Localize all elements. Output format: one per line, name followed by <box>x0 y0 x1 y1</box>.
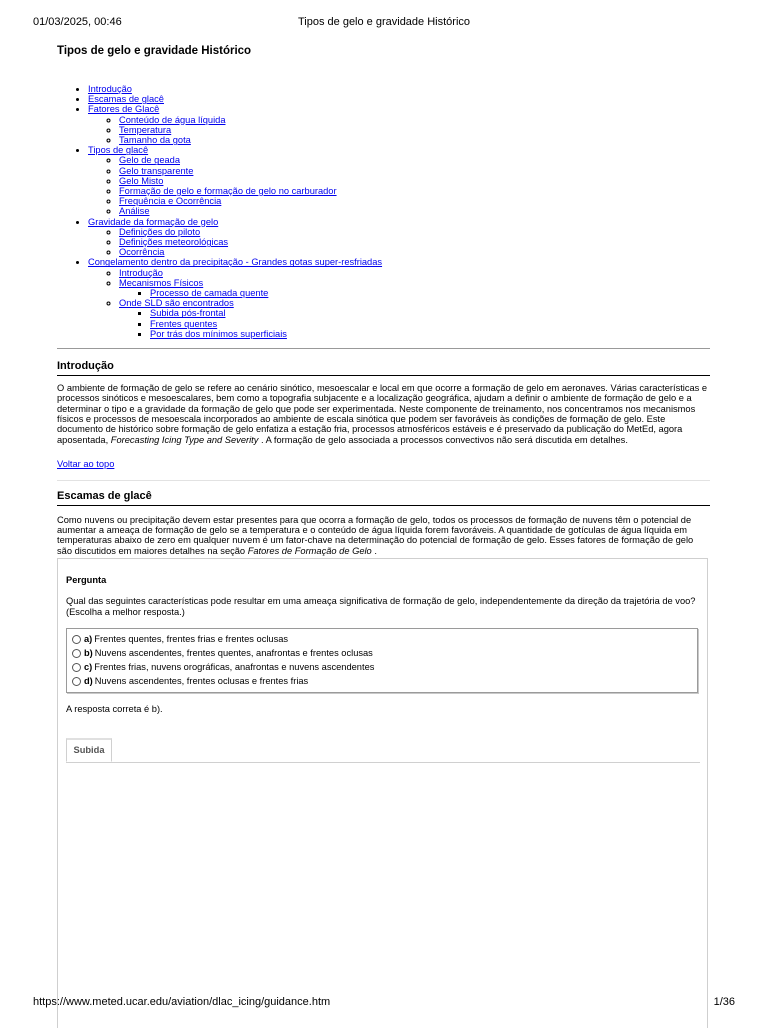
toc-item <box>88 94 710 104</box>
question-box <box>57 558 708 1028</box>
section-heading-introducao: Introdução <box>57 360 710 376</box>
tab-bar <box>66 738 700 763</box>
toc-subsublist <box>119 288 710 298</box>
section-heading-escamas: Escamas de glacê <box>57 490 710 506</box>
toc-subsubitem <box>150 319 710 329</box>
toc-link-gelo-geada[interactable]: Gelo de geada <box>119 155 180 166</box>
answer-options <box>66 628 698 693</box>
correct-answer-text: A resposta correta é b). <box>66 704 163 715</box>
toc-subsublist <box>119 308 710 339</box>
toc-item <box>88 217 710 258</box>
toc-item <box>88 104 710 145</box>
toc-link-camada-quente[interactable]: Processo de camada quente <box>150 288 269 299</box>
toc-subsubitem <box>150 329 710 339</box>
toc-subitem <box>119 186 710 196</box>
section-divider <box>57 480 710 481</box>
intro-paragraph: O ambiente de formação de gelo se refere ao cenário sinótico, mesoescalar e local em que ocorre a formação de gelo em aeronaves. Várias características e processos sinóticos e mesoescalares, bem como a topografia subjacente e a localização geográfica, ajudam a definir o ambiente de formação de gelo e a determinar o tipo e a gravidade da formação de gelo que pode ser experimentada. Neste componente de treinamento, nos concentramos nos mecanismos físicos e processos de mesoescala incorporados ao ambiente de escala sinótica que podem ser favoráveis às condições de formação de gelo. Este documento de histórico sobre formação de gelo enfatiza a estação fria, processos atmosféricos estáveis e é preservado da publicação do MetEd, agora aposentada, Forecasting Icing Type and Severity . A formação de gelo associada a processos convectivos não será discutida em detalhes. <box>57 383 708 445</box>
section-reference: Fatores de Formação de Gelo <box>247 545 372 556</box>
toc-subitem <box>119 237 710 247</box>
toc-link-introducao[interactable]: Introdução <box>88 84 132 94</box>
toc-item <box>88 257 710 339</box>
toc-link-gelo-transparente[interactable]: Gelo transparente <box>119 165 194 176</box>
toc-link-minimos-superficiais[interactable]: Por trás dos mínimos superficiais <box>150 328 287 339</box>
back-to-top-link[interactable]: Voltar ao topo <box>57 458 115 469</box>
toc-link-ocorrencia[interactable]: Ocorrência <box>119 247 165 258</box>
toc-sublist <box>88 155 710 216</box>
table-of-contents <box>57 84 710 339</box>
toc-link-temperatura[interactable]: Temperatura <box>119 124 172 135</box>
option-c[interactable]: c) Frentes frias, nuvens orográficas, anafrontas e nuvens ascendentes <box>72 660 693 674</box>
page-number: 1/36 <box>713 996 735 1008</box>
radio-button-a[interactable] <box>72 635 81 644</box>
toc-sublist <box>88 268 710 339</box>
toc-link-fatores[interactable]: Fatores de Glacê <box>88 104 160 115</box>
toc-link-frequencia[interactable]: Frequência e Ocorrência <box>119 196 222 207</box>
toc-subitem <box>119 115 710 125</box>
option-a[interactable]: a) Frentes quentes, frentes frias e frentes oclusas <box>72 632 693 646</box>
toc-subitem <box>119 166 710 176</box>
option-d[interactable]: d) Nuvens ascendentes, frentes oclusas e frentes frias <box>72 674 693 688</box>
toc-link-congelamento[interactable]: Congelamento dentro da precipitação - Grandes gotas super-resfriadas <box>88 257 383 268</box>
question-label: Pergunta <box>66 575 107 585</box>
publication-title: Forecasting Icing Type and Severity <box>110 434 259 445</box>
toc-subitem <box>119 176 710 186</box>
toc-link-def-meteorologicas[interactable]: Definições meteorológicas <box>119 237 229 248</box>
toc-link-escamas[interactable]: Escamas de glacê <box>88 94 164 105</box>
toc-subitem <box>119 206 710 216</box>
toc-subitem <box>119 125 710 135</box>
tab-subida[interactable]: Subida <box>66 738 112 762</box>
toc-link-gravidade[interactable]: Gravidade da formação de gelo <box>88 216 219 227</box>
print-url: https://www.meted.ucar.edu/aviation/dlac_icing/guidance.htm <box>33 996 331 1008</box>
toc-item <box>88 84 710 94</box>
toc-link-cong-introducao[interactable]: Introdução <box>119 267 163 278</box>
toc-link-def-piloto[interactable]: Definições do piloto <box>119 226 201 237</box>
toc-subitem <box>119 247 710 257</box>
toc-link-conteudo-agua[interactable]: Conteúdo de água líquida <box>119 114 226 125</box>
toc-subsubitem <box>150 308 710 318</box>
toc-link-gelo-misto[interactable]: Gelo Misto <box>119 175 164 186</box>
toc-link-carburador[interactable]: Formação de gelo e formação de gelo no carburador <box>119 186 337 197</box>
toc-link-tamanho-gota[interactable]: Tamanho da gota <box>119 135 191 146</box>
toc-link-analise[interactable]: Análise <box>119 206 150 217</box>
toc-subitem <box>119 196 710 206</box>
toc-subitem <box>119 155 710 165</box>
section-divider <box>57 348 710 349</box>
print-page-title: Tipos de gelo e gravidade Histórico <box>297 16 471 28</box>
print-header <box>33 16 735 30</box>
toc-link-tipos[interactable]: Tipos de glacê <box>88 145 149 156</box>
toc-link-onde-sld[interactable]: Onde SLD são encontrados <box>119 298 234 309</box>
toc-subitem <box>119 227 710 237</box>
document-content <box>57 44 710 756</box>
toc-subitem <box>119 135 710 145</box>
toc-link-mecanismos[interactable]: Mecanismos Físicos <box>119 277 204 288</box>
toc-link-frentes-quentes[interactable]: Frentes quentes <box>150 318 218 329</box>
toc-subsubitem <box>150 288 710 298</box>
radio-button-c[interactable] <box>72 663 81 672</box>
toc-item <box>88 145 710 216</box>
toc-link-subida-pos-frontal[interactable]: Subida pós-frontal <box>150 308 226 319</box>
radio-button-b[interactable] <box>72 649 81 658</box>
document-title: Tipos de gelo e gravidade Histórico <box>57 45 252 57</box>
toc-subitem <box>119 278 710 298</box>
question-text: Qual das seguintes características pode resultar em uma ameaça significativa de formação de gelo, independentemente da direção da trajetória de voo? (Escolha a melhor resposta.) <box>66 596 696 617</box>
toc-sublist <box>88 115 710 146</box>
print-footer <box>33 996 735 1010</box>
escamas-paragraph: Como nuvens ou precipitação devem estar presentes para que ocorra a formação de gelo, todos os processos de formação de nuvens têm o potencial de aumentar a ameaça de formação de gelo se a temperatura e o conteúdo de água líquida forem favoráveis. A quantidade de gotículas de água líquida em temperaturas abaixo de zero em qualquer nuvem é um fator-chave na determinação do potencial de formação de gelo. Esses fatores de formação de gelo são discutidos em maiores detalhes na seção Fatores de Formação de Gelo . <box>57 514 694 556</box>
toc-subitem <box>119 298 710 339</box>
print-date: 01/03/2025, 00:46 <box>33 16 122 28</box>
toc-subitem <box>119 268 710 278</box>
toc-sublist <box>88 227 710 258</box>
option-b[interactable]: b) Nuvens ascendentes, frentes quentes, anafrontas e frentes oclusas <box>72 646 693 660</box>
radio-button-d[interactable] <box>72 677 81 686</box>
